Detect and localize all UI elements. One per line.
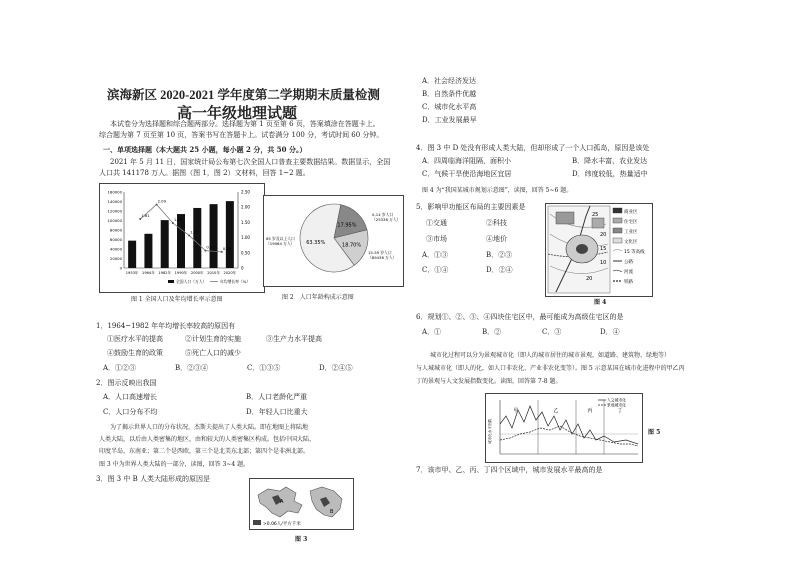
q1-choice-a[interactable]: A．①②③ [103,364,137,372]
q5-choice-d[interactable]: D．②④ [486,266,513,274]
fig1-rate-label: 1.07 [190,229,199,235]
fig4-legend-swatch [613,208,622,213]
urbanization-chart [486,394,642,462]
fig2-annotation: （19064 万人） [266,241,295,246]
fig1-bar [193,208,201,268]
fig4-legend-label: 商业区 [624,210,638,215]
passage-78-line-2: 与人城城市化（即人的化，如人口非农化、产业非农化变等）。图 5 示意某国在城市化进程中的甲乙丙 [416,365,685,372]
q5-option-2: ②科技 [486,219,507,227]
fig1-rate-point [188,234,190,236]
q5-choice-c[interactable]: C．①④ [422,266,449,274]
fig2-annotation: 65 岁及以上人口 [266,236,295,241]
q3-choice-a[interactable]: A．社会经济发达 [422,77,477,85]
world-population-map [250,479,353,529]
fig1-left-tick: 140000 [107,199,122,204]
fig1-right-tick: 2.00 [241,204,250,210]
figure-3-caption: 图 3 [295,536,308,543]
fig4-legend-swatch [613,238,622,243]
q5-option-4: ④地价 [486,235,507,243]
fig1-rate-point [156,203,158,205]
contour-label-25: 25 [592,212,599,218]
fig4-legend-label: 公路 [624,260,633,265]
fig5-line-2 [500,426,638,446]
q1-option-5: ⑤死亡人口的减少 [185,349,241,357]
fig4-legend-swatch [613,270,622,272]
figure-4-caption: 图 4 [594,299,607,306]
figure-2-frame [263,195,404,287]
fig2-slice-label: 18.70% [342,242,362,249]
fig4-legend-swatch [613,218,622,223]
fig4-legend-label: 文化区 [624,240,638,245]
census-text-1: 2021 年 5 月 11 日，国家统计局公布第七次全国人口普查主要数据结果。数据显示，全国 [110,158,391,166]
passage-34-line-4: 图 3 中为世界人类大陆的一部分，读图，回答 3~4 题。 [99,461,250,468]
q4-choice-d[interactable]: D．纬度较低，热量适中 [572,170,648,178]
figure-1-frame [99,183,265,293]
fig1-left-tick: 160000 [107,189,122,195]
figure-3-frame [249,478,354,530]
fig1-bar [144,234,152,268]
fig2-annotation: 15-59 岁人口 [368,250,392,255]
fig1-left-tick: 60000 [109,237,122,242]
fig5-region-label: 丙 [587,408,593,414]
fig1-left-tick: 0 [119,265,122,271]
map-legend-swatch [253,520,261,525]
exam-title: 滨海新区 2020-2021 学年度第二学期期末质量检测 [107,88,380,102]
q1-option-4: ④鼓励生育的政策 [107,349,163,357]
q7-stem: 7．该市甲、乙、丙、丁四个区域中，城市发展水平最高的是 [416,466,603,474]
q1-choice-d[interactable]: D．②④⑤ [319,364,353,372]
fig5-legend-label-1: 人文城市化 [607,397,626,403]
fig2-annotation: （25338 万人） [372,217,401,222]
contour-label-20: 20 [600,232,607,238]
q6-choice-a[interactable]: A．① [422,328,442,336]
fig1-bar [210,204,218,268]
figure-4-frame [545,203,653,297]
fig2-slice-label: 63.35% [306,240,326,247]
q5-stem: 5．影响甲功能区布局的主要因素是 [416,203,526,211]
fig1-rate-point [204,250,206,252]
passage-78-line-1: 城市化过程可以分为景观城市化（即人的城市居住的城市景观，如道路、建筑物、绿地等） [430,352,671,359]
q1-stem: 1．1964~1982 年年均增长率较高的原因有 [96,322,236,330]
fig4-legend-label: 住宅区 [624,220,638,225]
fig1-x-label: 1990年 [174,271,188,275]
q6-stem: 6．规划①、②、③、④四块住宅区中，最可能成为高级住宅区的是 [416,313,624,321]
q1-choice-c[interactable]: C．①③⑤ [247,364,281,372]
q2-choice-d[interactable]: D．年轻人口比重大 [246,408,308,416]
fig1-right-tick: 1.00 [241,235,250,241]
map-legend-label: >0.06人/平方千米 [263,522,301,527]
contour-label-20b: 20 [586,276,593,282]
fig1-right-tick: 0 [241,265,244,271]
city-plan-map [546,204,652,296]
map-label-b: B [330,509,334,515]
fig1-left-tick: 80000 [109,227,122,233]
q2-stem: 2．图示反映出我国 [96,379,157,387]
q3-choice-b[interactable]: B．自然条件优越 [422,90,477,98]
fig1-rate-label: 0.57 [206,244,215,250]
q5-option-1: ①交通 [426,219,447,227]
fig2-annotation: （89438 万人） [368,255,397,260]
passage-34-line-2: 人类大陆，以后由人类密集的地区，由和较大的人类密集区构成。包括中国大陆、 [99,436,316,443]
fig4-legend-label: 15 等高线 [624,250,645,255]
fig1-bar [161,220,169,268]
contour-label-10: 10 [600,260,607,266]
fig1-legend-line-label: 年均增长率（%） [220,279,251,284]
q2-choice-b[interactable]: B．人口老龄化严重 [246,393,308,401]
fig1-x-label: 1964年 [142,271,155,275]
fig1-x-label: 1982年 [158,271,172,275]
section-heading: 一、单项选择题（本大题共 25 小题，每小题 2 分，共 50 分。） [103,145,307,154]
fig1-right-tick: 2.50 [241,189,250,195]
q3-choice-d[interactable]: D．工业发展最早 [422,116,477,124]
q3-stem: 3．图 3 中 B 人类大陆形成的原因是 [96,475,210,483]
q6-choice-b[interactable]: B．② [482,328,502,336]
q1-choice-b[interactable]: B．②③④ [175,364,209,372]
passage-34-line-3: 印度半岛、东南亚；第二个是西欧，第三个是北美东北部；第四个是非洲北部。 [99,448,310,455]
figure-2-caption: 图 2 人口年龄构成示意图 [282,294,354,301]
contour-label-15: 15 [600,246,607,252]
fig1-left-tick: 100000 [107,218,122,223]
exam-subtitle: 高一年级地理试题 [177,106,298,122]
map-label-a: A [280,499,284,505]
fig1-left-tick: 20000 [109,256,122,261]
fig1-left-tick: 40000 [109,246,122,252]
q3-choice-c[interactable]: C．城市化水平高 [422,103,477,111]
fig1-right-tick: 1.50 [241,219,250,225]
fig5-region-label: 甲 [513,408,519,414]
q4-choice-a[interactable]: A．四周临海洋阻隔，面积小 [422,157,512,165]
q2-choice-c[interactable]: C．人口分布不均 [103,408,158,416]
fig1-rate-point [172,222,174,224]
fig2-slice-label: 17.95% [337,222,357,229]
fig4-intro: 图 4 为“我国某城市规划示意图”，读图，回答 5~6 题。 [422,187,573,194]
census-text-2: 人口共 141178 万人。据图（图 1，图 2）文材料，回答 1~2 题。 [99,169,310,177]
intro-line-1: 本试卷分为选择题和综合题两部分。选择题为第 1 页至第 6 页，答案填涂在答题卡上。 [110,120,380,128]
fig1-rate-label: 1.61 [141,213,150,219]
fig4-legend-label: 工业区 [624,230,638,235]
q1-option-3: ③生产力水平提高 [266,335,322,343]
fig1-bar [177,214,185,268]
figure-5-frame [485,393,643,463]
fig4-legend-swatch [613,228,622,233]
q4-choice-b[interactable]: B．降水丰富，农业发达 [572,157,648,165]
fig5-y-label: 城市化水平指数 [488,418,492,444]
fig1-rate-point [139,218,141,220]
passage-78-line-3: 丁的景观与人文发展指数变化。读图，回答第 7-8 题。 [416,378,562,385]
fig1-left-tick: 120000 [107,208,122,214]
figure-1-caption: 图 1 全国人口及年均增长率示意图 [131,296,223,303]
q4-choice-c[interactable]: C．气候干旱使沿海地区宜居 [422,170,512,178]
q1-option-1: ①医疗水平的提高 [107,335,163,343]
fig5-legend-label-2: 景观城市化 [607,402,626,408]
fig1-rate-label: 2.09 [157,198,167,204]
fig4-legend-label: 河流 [624,270,633,275]
fig4-legend-swatch [613,250,622,252]
fig1-legend-bar-swatch [168,280,174,283]
q1-option-2: ②计划生育的实施 [185,335,241,343]
fig1-bar [128,241,136,268]
fig5-region-label: 乙 [553,408,559,414]
fig4-legend-label: 铁路 [624,280,633,285]
q5-choice-a[interactable]: A．①③ [422,251,449,259]
fig5-region-label: 丁 [617,408,623,414]
fig1-x-label: 1953年 [125,271,139,275]
fig1-rate-label: 0.53 [222,245,232,251]
population-chart [100,184,264,292]
fig1-legend-bar-label: 全国人口（万人） [176,279,207,284]
q5-option-3: ③市场 [426,235,447,243]
q6-choice-c[interactable]: C．③ [542,328,562,336]
fig1-right-tick: 0.50 [241,250,250,256]
fig1-x-label: 2010年 [207,271,220,275]
q5-choice-b[interactable]: B．②③ [486,251,513,259]
q6-choice-d[interactable]: D．④ [600,328,620,336]
q4-stem: 4．图 3 中 D 处没有形成人类大陆，但却形成了一个人口孤岛，原因是该处 [416,144,650,152]
age-structure-pie [264,196,403,286]
fig1-rate-label: 1.48 [173,217,183,223]
fig2-annotation: 0-14 岁人口 [372,212,394,217]
fig1-x-label: 2000年 [190,271,204,275]
q2-choice-a[interactable]: A．人口高速增长 [103,393,158,401]
figure-5-caption: 图 5 [648,429,661,436]
passage-34-line-1: 为了揭示世界人口的分布状况，杰斯夫提出了人类大陆。即在地图上将陆地 [110,424,309,431]
fig1-bar [226,201,234,268]
fig1-rate-point [221,251,223,253]
intro-line-2: 综合题为第 7 页至第 10 页，答案书写在答题卡上。试卷满分 100 分，考试时间 60 分钟。 [99,131,384,139]
fig1-x-label: 2020年 [223,271,237,275]
